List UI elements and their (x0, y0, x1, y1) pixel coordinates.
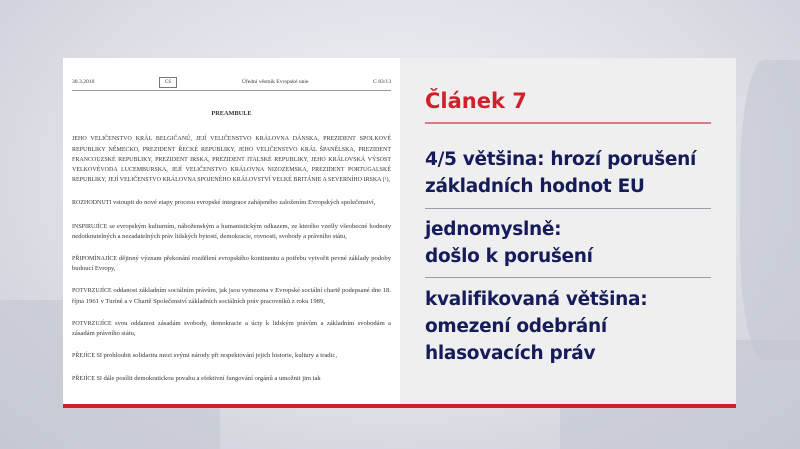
paragraph-text: oddanost základním sociálním právům, jak jsou vymezena v Evropské sociální chartě podepsané dne 18. října 1961 v Turíně a v Chartě Společenství základních sociálních práv pracovníků z roku 1989, (72, 287, 391, 305)
paragraph-lead: PŘEJÍCE SI (72, 353, 102, 360)
summary-line: jednomyslně: (425, 219, 562, 240)
document-header (72, 77, 391, 91)
paragraph-lead: POTVRZUJÍCE (72, 320, 112, 327)
summary-line: došlo k porušení (425, 246, 593, 267)
summary-line: kvalifikovaná většina: (425, 289, 648, 310)
summary-item (425, 216, 725, 270)
paragraph-text: JEHO VELIČENSTVO KRÁL BELGIČANŮ, JEJÍ VELIČENSTVO KRÁLOVNA DÁNSKA, PREZIDENT SPOLKOVÉ REPUBLIKY NĚMECKO, PREZIDENT ŘECKÉ REPUBLIKY, JEHO VELIČENSTVO KRÁL ŠPANĚLSKA, PREZIDENT FRANCOUZSKÉ REPUBLIKY, PREZIDENT IRSKA, PREZIDENT ITALSKÉ REPUBLIKY, JEHO KRÁLOVSKÁ VÝSOST VELKOVÉVODA LUCEMBURSKA, JEJÍ VELIČENSTVO KRÁLOVNA NIZOZEMSKA, PREZIDENT PORTUGALSKÉ REPUBLIKY, JEJÍ VELIČENSTVO KRÁLOVNA SPOJENÉHO KRÁLOVSTVÍ VELKÉ BRITÁNIE A SEVERNÍHO IRSKA (¹), (72, 136, 391, 184)
paragraph-text: dále posílit demokratickou povahu a efektivní fungování orgánů a umožnit jim tak (101, 375, 321, 383)
paragraph-text: svou oddanost zásadám svobody, demokracie a úcty k lidským právům a základním svobodám a zásadám právního státu, (72, 319, 391, 338)
document-paragraph (72, 374, 391, 384)
document-scan (63, 58, 400, 404)
paragraph-lead: POTVRZUJÍCE (72, 288, 112, 295)
paragraph-text: se evropským kulturním, náboženským a humanistickým odkazem, ze kterého vzešly všeobecné hodnoty nedotknutelných a nezadatelných práv lidských bytostí, demokracie, rovnosti, svobody a právního státu, (72, 222, 391, 240)
summary-line: základních hodnot EU (425, 176, 645, 197)
summary-line: hlasovacích práv (425, 343, 596, 364)
summary-line: 4/5 většina: hrozí porušení (425, 149, 697, 170)
document-paragraph (72, 134, 391, 185)
document-paragraph (72, 351, 391, 361)
document-paragraph (72, 198, 391, 208)
summary-line: omezení odebrání (425, 316, 607, 337)
accent-bar (63, 404, 736, 408)
divider (425, 277, 711, 278)
document-journal: Úřední věstník Evropské unie (241, 79, 309, 85)
summary-item (425, 146, 725, 200)
document-paragraph (72, 286, 391, 305)
document-paragraph (72, 222, 391, 241)
paragraph-text: dějinný význam překonání rozdělení evropského kontinentu a potřebu vytvořit pevné základy podoby budoucí Evropy, (72, 255, 391, 273)
paragraph-lead: PŘEJÍCE SI (72, 376, 102, 383)
map-background-shape (740, 60, 800, 360)
paragraph-lead: PŘIPOMÍNAJÍCE (72, 256, 118, 263)
info-panel (63, 58, 736, 407)
document-paragraph (72, 254, 391, 273)
document-paragraph (72, 319, 391, 338)
document-date: 30.3.2010 (72, 79, 95, 85)
document-page-ref: C 83/13 (373, 79, 391, 85)
paragraph-text: vstoupit do nové etapy procesu evropské integrace zahájeného založením Evropských společenství, (111, 199, 376, 207)
paragraph-text: prohloubit solidaritu mezi svými národy při respektování jejich historie, kultury a tradic, (101, 352, 337, 360)
paragraph-lead: INSPIRUJÍCE (72, 223, 108, 230)
document-language: CS (159, 77, 177, 88)
divider (425, 122, 711, 124)
document-body (72, 134, 391, 384)
divider (425, 208, 711, 209)
article-title: Článek 7 (425, 89, 527, 113)
document-heading: PREAMBULE (211, 110, 252, 118)
paragraph-lead: ROZHODNUTI (72, 200, 112, 207)
summary-item (425, 286, 725, 367)
